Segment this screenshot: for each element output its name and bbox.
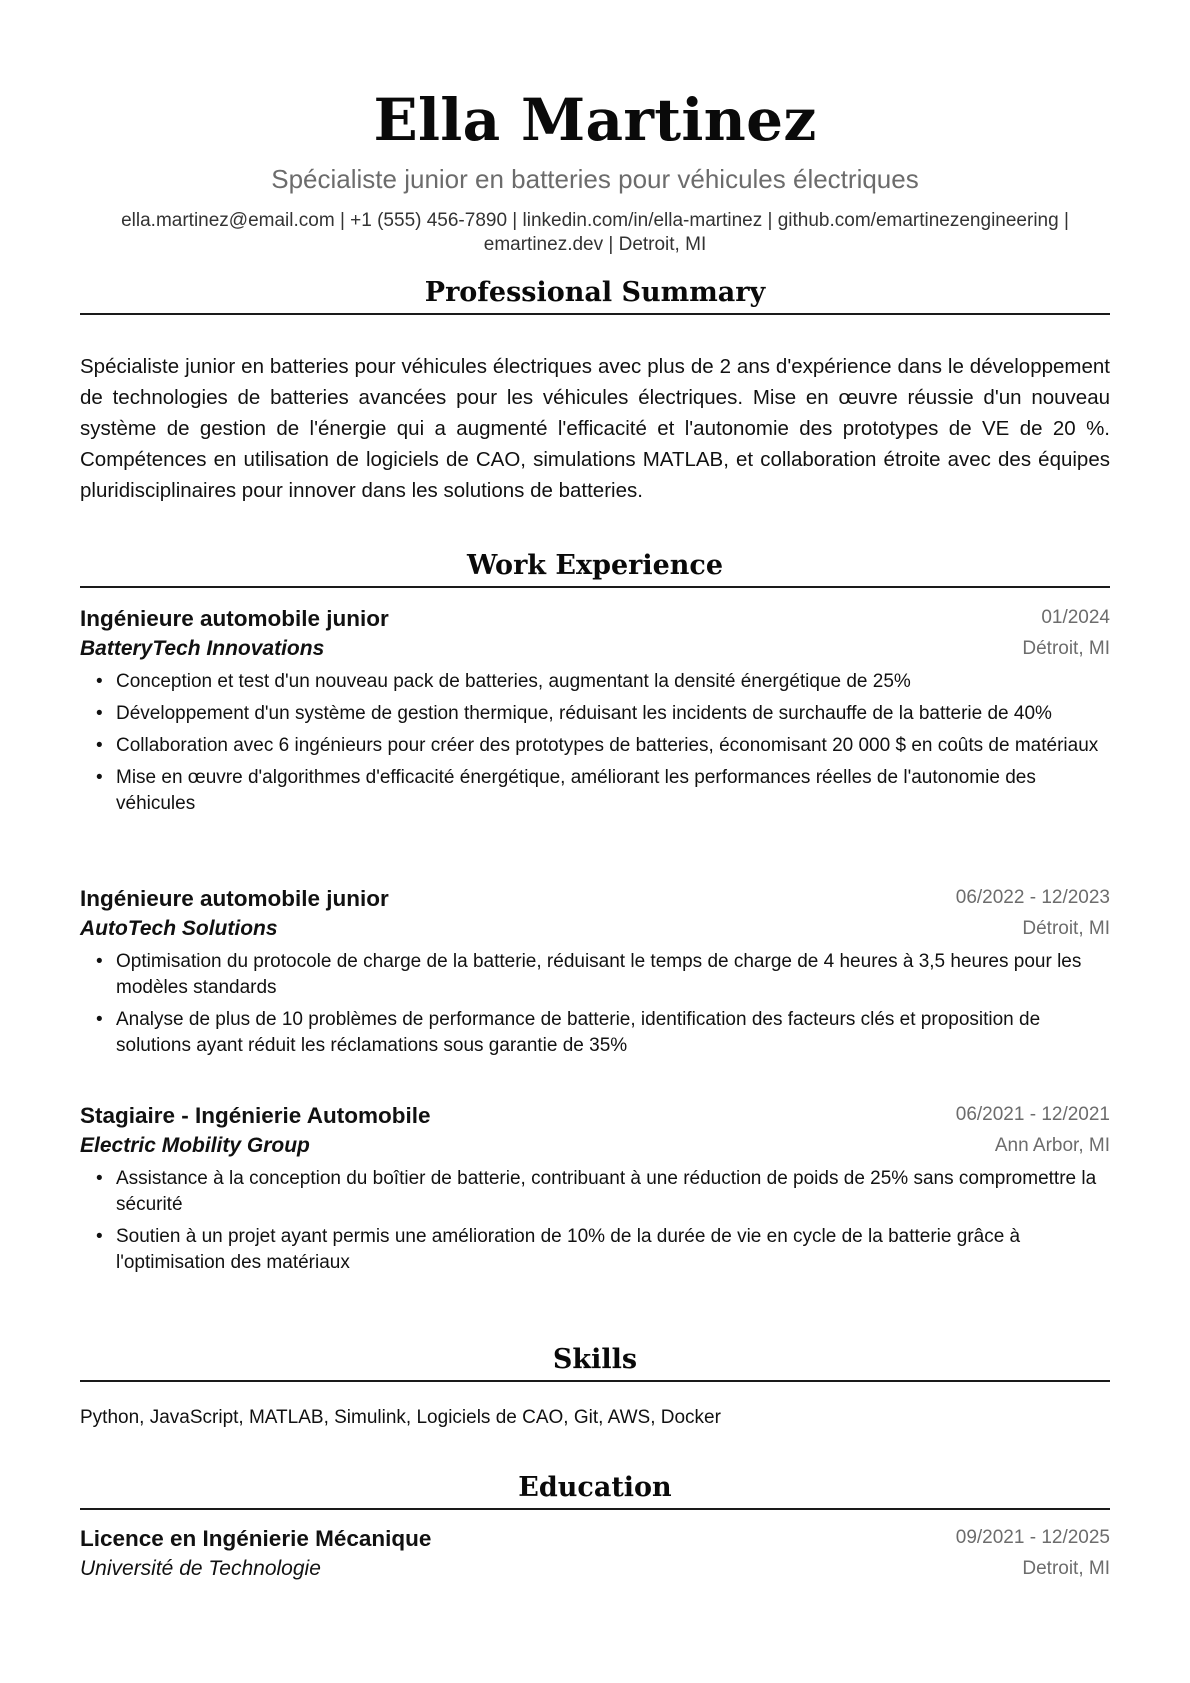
candidate-tagline: Spécialiste junior en batteries pour véhicules électriques [271, 164, 919, 194]
job-entry [80, 1101, 1110, 1282]
bullet-item: • Mise en œuvre d'algorithmes d'efficacité énergétique, améliorant les performances réelles de l'autonomie des véhicules [80, 765, 1110, 817]
section-divider [80, 1380, 1110, 1382]
bullet-item: • Soutien à un projet ayant permis une amélioration de 10% de la durée de vie en cycle de la batterie grâce à l'optimisation des matériaux [80, 1224, 1110, 1276]
job-date: 01/2024 [1041, 607, 1110, 628]
bullet-item: • Développement d'un système de gestion thermique, réduisant les incidents de surchauffe de la batterie de 40% [80, 701, 1110, 727]
section-title-education: Education [518, 1472, 672, 1503]
job-bullets [80, 1166, 1110, 1276]
job-date: 06/2021 - 12/2021 [955, 1104, 1110, 1125]
job-bullets [80, 949, 1110, 1059]
job-location: Détroit, MI [1022, 918, 1110, 939]
job-entry [80, 604, 1110, 823]
education-entry [80, 1524, 1110, 1584]
bullet-item: • Collaboration avec 6 ingénieurs pour créer des prototypes de batteries, économisant 20 000 $ en coûts de matériaux [80, 733, 1110, 759]
section-title-skills: Skills [552, 1344, 638, 1375]
section-divider [80, 313, 1110, 315]
skills-list: Python, JavaScript, MATLAB, Simulink, Logiciels de CAO, Git, AWS, Docker [80, 1407, 721, 1428]
section-divider [80, 586, 1110, 588]
bullet-item: • Optimisation du protocole de charge de la batterie, réduisant le temps de charge de 4 heures à 3,5 heures pour les modèles standards [80, 949, 1110, 1001]
contact-line: emartinez.dev | Detroit, MI [483, 234, 707, 255]
bullet-item: • Analyse de plus de 10 problèmes de performance de batterie, identification des facteurs clés et proposition de solutions ayant réduit les réclamations sous garantie de 35% [80, 1007, 1110, 1059]
job-date: 06/2022 - 12/2023 [955, 887, 1110, 908]
section-title-summary: Professional Summary [424, 277, 766, 308]
bullet-item: • Assistance à la conception du boîtier de batterie, contribuant à une réduction de poids de 25% sans compromettre la sécurité [80, 1166, 1110, 1218]
job-title: Stagiaire - Ingénierie Automobile [80, 1103, 431, 1128]
school-name: Université de Technologie [80, 1557, 321, 1580]
job-title: Ingénieure automobile junior [80, 606, 389, 631]
job-location: Détroit, MI [1022, 638, 1110, 659]
bullet-item: • Conception et test d'un nouveau pack de batteries, augmentant la densité énergétique de 25% [80, 669, 1110, 695]
summary-text: Spécialiste junior en batteries pour véhicules électriques avec plus de 2 ans d'expérience dans le développement de technologies de batteries avancées pour les véhicules électriques. Mise en œuvre réussie d'un nouveau système de gestion de l'énergie qui a augmenté l'efficacité et l'autonomie des prototypes de VE de 20 %. Compétences en utilisation de logiciels de CAO, simulations MATLAB, et collaboration étroite avec des équipes pluridisciplinaires pour innover dans les solutions de batteries. [80, 355, 1110, 502]
job-location: Ann Arbor, MI [994, 1135, 1110, 1156]
company-name: Electric Mobility Group [80, 1134, 310, 1157]
education-date: 09/2021 - 12/2025 [955, 1527, 1110, 1548]
degree-title: Licence en Ingénierie Mécanique [80, 1526, 432, 1551]
company-name: AutoTech Solutions [80, 917, 278, 940]
contact-line: ella.martinez@email.com | +1 (555) 456-7890 | linkedin.com/in/ella-martinez | github.com/emartinezengineering | [121, 210, 1069, 231]
job-title: Ingénieure automobile junior [80, 886, 389, 911]
contact-info [80, 209, 1110, 257]
company-name: BatteryTech Innovations [80, 637, 325, 660]
job-entry [80, 884, 1110, 1065]
job-bullets [80, 669, 1110, 817]
education-location: Detroit, MI [1022, 1558, 1110, 1579]
section-title-experience: Work Experience [466, 550, 724, 581]
candidate-name: Ella Martinez [373, 86, 817, 154]
section-divider [80, 1508, 1110, 1510]
